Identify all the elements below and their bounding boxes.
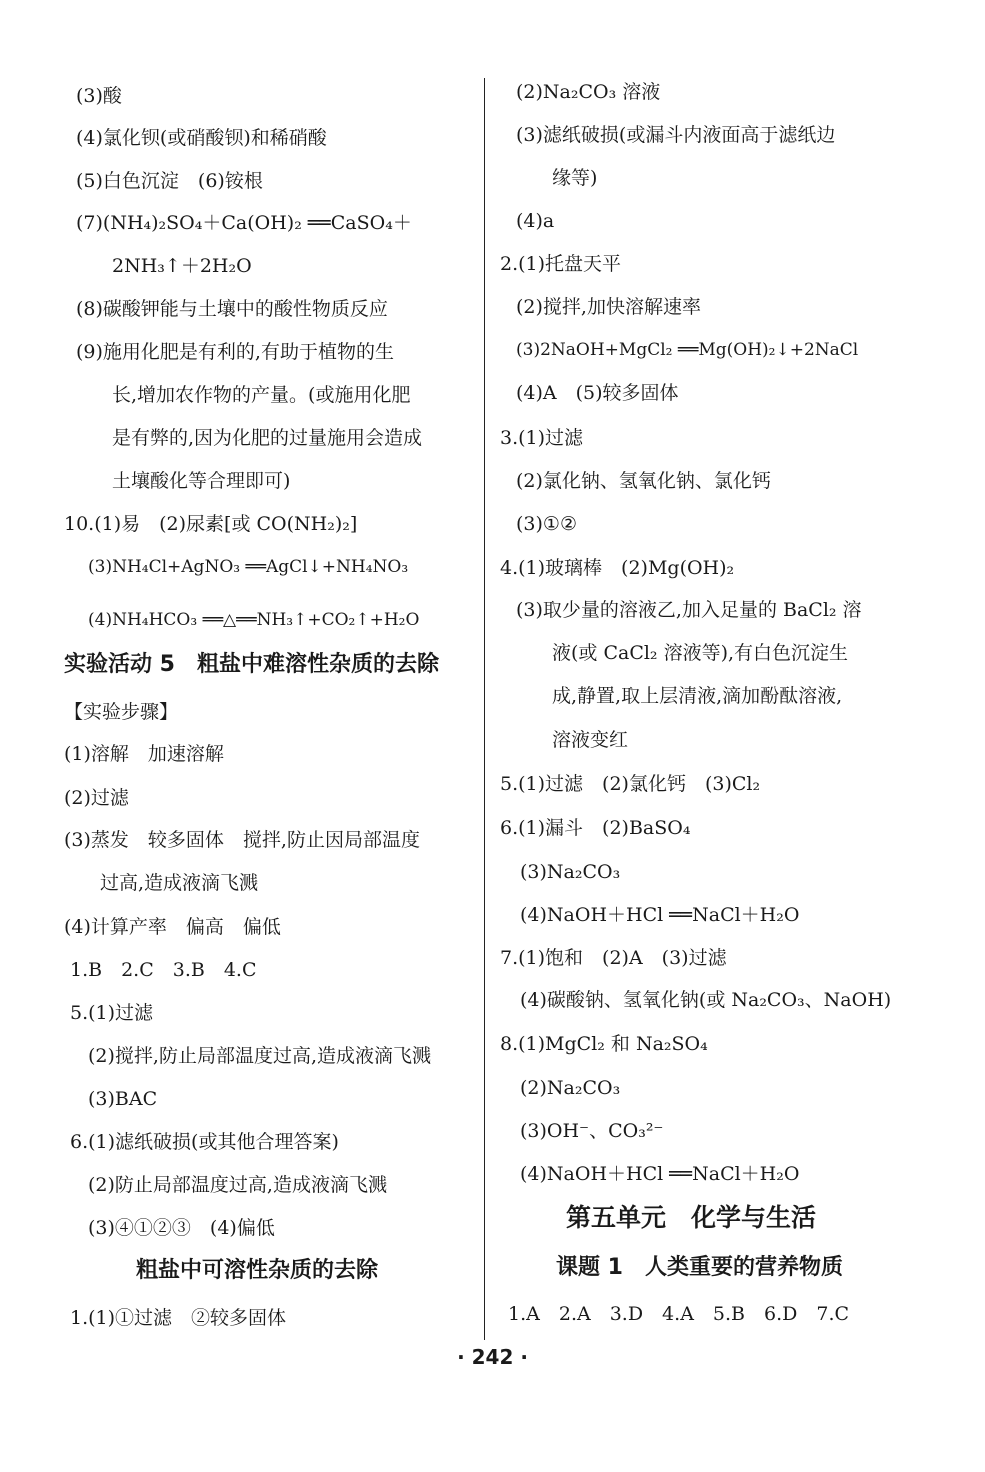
answer-line: 4.(1)玻璃棒 (2)Mg(OH)₂	[500, 557, 735, 579]
answer-line: (2)Na₂CO₃	[520, 1077, 621, 1099]
answer-line: (3)酸	[76, 85, 122, 107]
answer-line: 2NH₃↑＋2H₂O	[112, 255, 252, 277]
answer-line: (4)NH₄HCO₃ ══△══NH₃↑+CO₂↑+H₂O	[88, 610, 420, 630]
answer-line: 10.(1)易 (2)尿素[或 CO(NH₂)₂]	[64, 513, 358, 535]
answer-line: (2)防止局部温度过高,造成液滴飞溅	[88, 1174, 387, 1196]
section-subheading: 【实验步骤】	[64, 701, 179, 723]
answer-line: 土壤酸化等合理即可)	[112, 470, 291, 492]
answer-line: (2)Na₂CO₃ 溶液	[516, 81, 661, 103]
answer-line: 1.A 2.A 3.D 4.A 5.B 6.D 7.C	[508, 1303, 850, 1325]
answer-line: (1)溶解 加速溶解	[64, 743, 224, 765]
answer-line: 过高,造成液滴飞溅	[100, 872, 259, 894]
lesson-title: 课题 1 人类重要的营养物质	[556, 1255, 843, 1280]
answer-line: 5.(1)过滤 (2)氯化钙 (3)Cl₂	[500, 773, 761, 795]
answer-line: 6.(1)滤纸破损(或其他合理答案)	[70, 1131, 339, 1153]
answer-line: 1.(1)①过滤 ②较多固体	[70, 1307, 287, 1329]
answer-line: 溶液变红	[552, 729, 629, 751]
answer-line: (4)a	[516, 210, 555, 232]
answer-line: (2)过滤	[64, 787, 129, 809]
answer-line: (8)碳酸钾能与土壤中的酸性物质反应	[76, 298, 388, 320]
section-title: 粗盐中可溶性杂质的去除	[136, 1258, 379, 1283]
answer-line: (3)Na₂CO₃	[520, 861, 621, 883]
answer-line: 液(或 CaCl₂ 溶液等),有白色沉淀生	[552, 642, 849, 664]
answer-line: (7)(NH₄)₂SO₄＋Ca(OH)₂ ══CaSO₄＋	[76, 212, 412, 234]
answer-line: (3)BAC	[88, 1088, 158, 1110]
answer-line: (3)①②	[516, 513, 577, 535]
answer-line: (3)取少量的溶液乙,加入足量的 BaCl₂ 溶	[516, 599, 862, 621]
answer-line: (3)2NaOH+MgCl₂ ══Mg(OH)₂↓+2NaCl	[516, 340, 859, 360]
answer-line: 8.(1)MgCl₂ 和 Na₂SO₄	[500, 1033, 708, 1055]
answer-line: (2)氯化钠、氢氧化钠、氯化钙	[516, 470, 771, 492]
answer-line: (4)A (5)较多固体	[516, 382, 679, 404]
answer-line: 是有弊的,因为化肥的过量施用会造成	[112, 427, 423, 449]
column-divider	[484, 78, 485, 1340]
section-title: 实验活动 5 粗盐中难溶性杂质的去除	[64, 652, 439, 677]
answer-line: (5)白色沉淀 (6)铵根	[76, 170, 263, 192]
answer-line: (4)NaOH＋HCl ══NaCl＋H₂O	[520, 904, 800, 926]
answer-line: (3)滤纸破损(或漏斗内液面高于滤纸边	[516, 124, 836, 146]
answer-line: 长,增加农作物的产量。(或施用化肥	[112, 384, 411, 406]
answer-line: (4)碳酸钠、氢氧化钠(或 Na₂CO₃、NaOH)	[520, 989, 892, 1011]
answer-line: (3)蒸发 较多固体 搅拌,防止因局部温度	[64, 829, 420, 851]
answer-line: (3)④①②③ (4)偏低	[88, 1217, 275, 1239]
answer-line: 7.(1)饱和 (2)A (3)过滤	[500, 947, 727, 969]
answer-line: (2)搅拌,加快溶解速率	[516, 296, 701, 318]
answer-line: (3)NH₄Cl+AgNO₃ ══AgCl↓+NH₄NO₃	[88, 557, 409, 577]
answer-line: 5.(1)过滤	[70, 1002, 154, 1024]
answer-line: 成,静置,取上层清液,滴加酚酞溶液,	[552, 685, 843, 707]
answer-line: (4)NaOH＋HCl ══NaCl＋H₂O	[520, 1163, 800, 1185]
answer-line: 3.(1)过滤	[500, 427, 584, 449]
answer-line: (9)施用化肥是有利的,有助于植物的生	[76, 341, 394, 363]
answer-line: 1.B 2.C 3.B 4.C	[70, 959, 257, 981]
answer-line: (3)OH⁻、CO₃²⁻	[520, 1120, 664, 1142]
answer-line: 缘等)	[552, 167, 598, 189]
page-number: · 242 ·	[457, 1345, 528, 1369]
answer-line: (2)搅拌,防止局部温度过高,造成液滴飞溅	[88, 1045, 431, 1067]
answer-line: (4)计算产率 偏高 偏低	[64, 916, 281, 938]
answer-line: 6.(1)漏斗 (2)BaSO₄	[500, 817, 691, 839]
answer-line: 2.(1)托盘天平	[500, 253, 622, 275]
answer-line: (4)氯化钡(或硝酸钡)和稀硝酸	[76, 127, 327, 149]
unit-title: 第五单元 化学与生活	[566, 1203, 817, 1232]
